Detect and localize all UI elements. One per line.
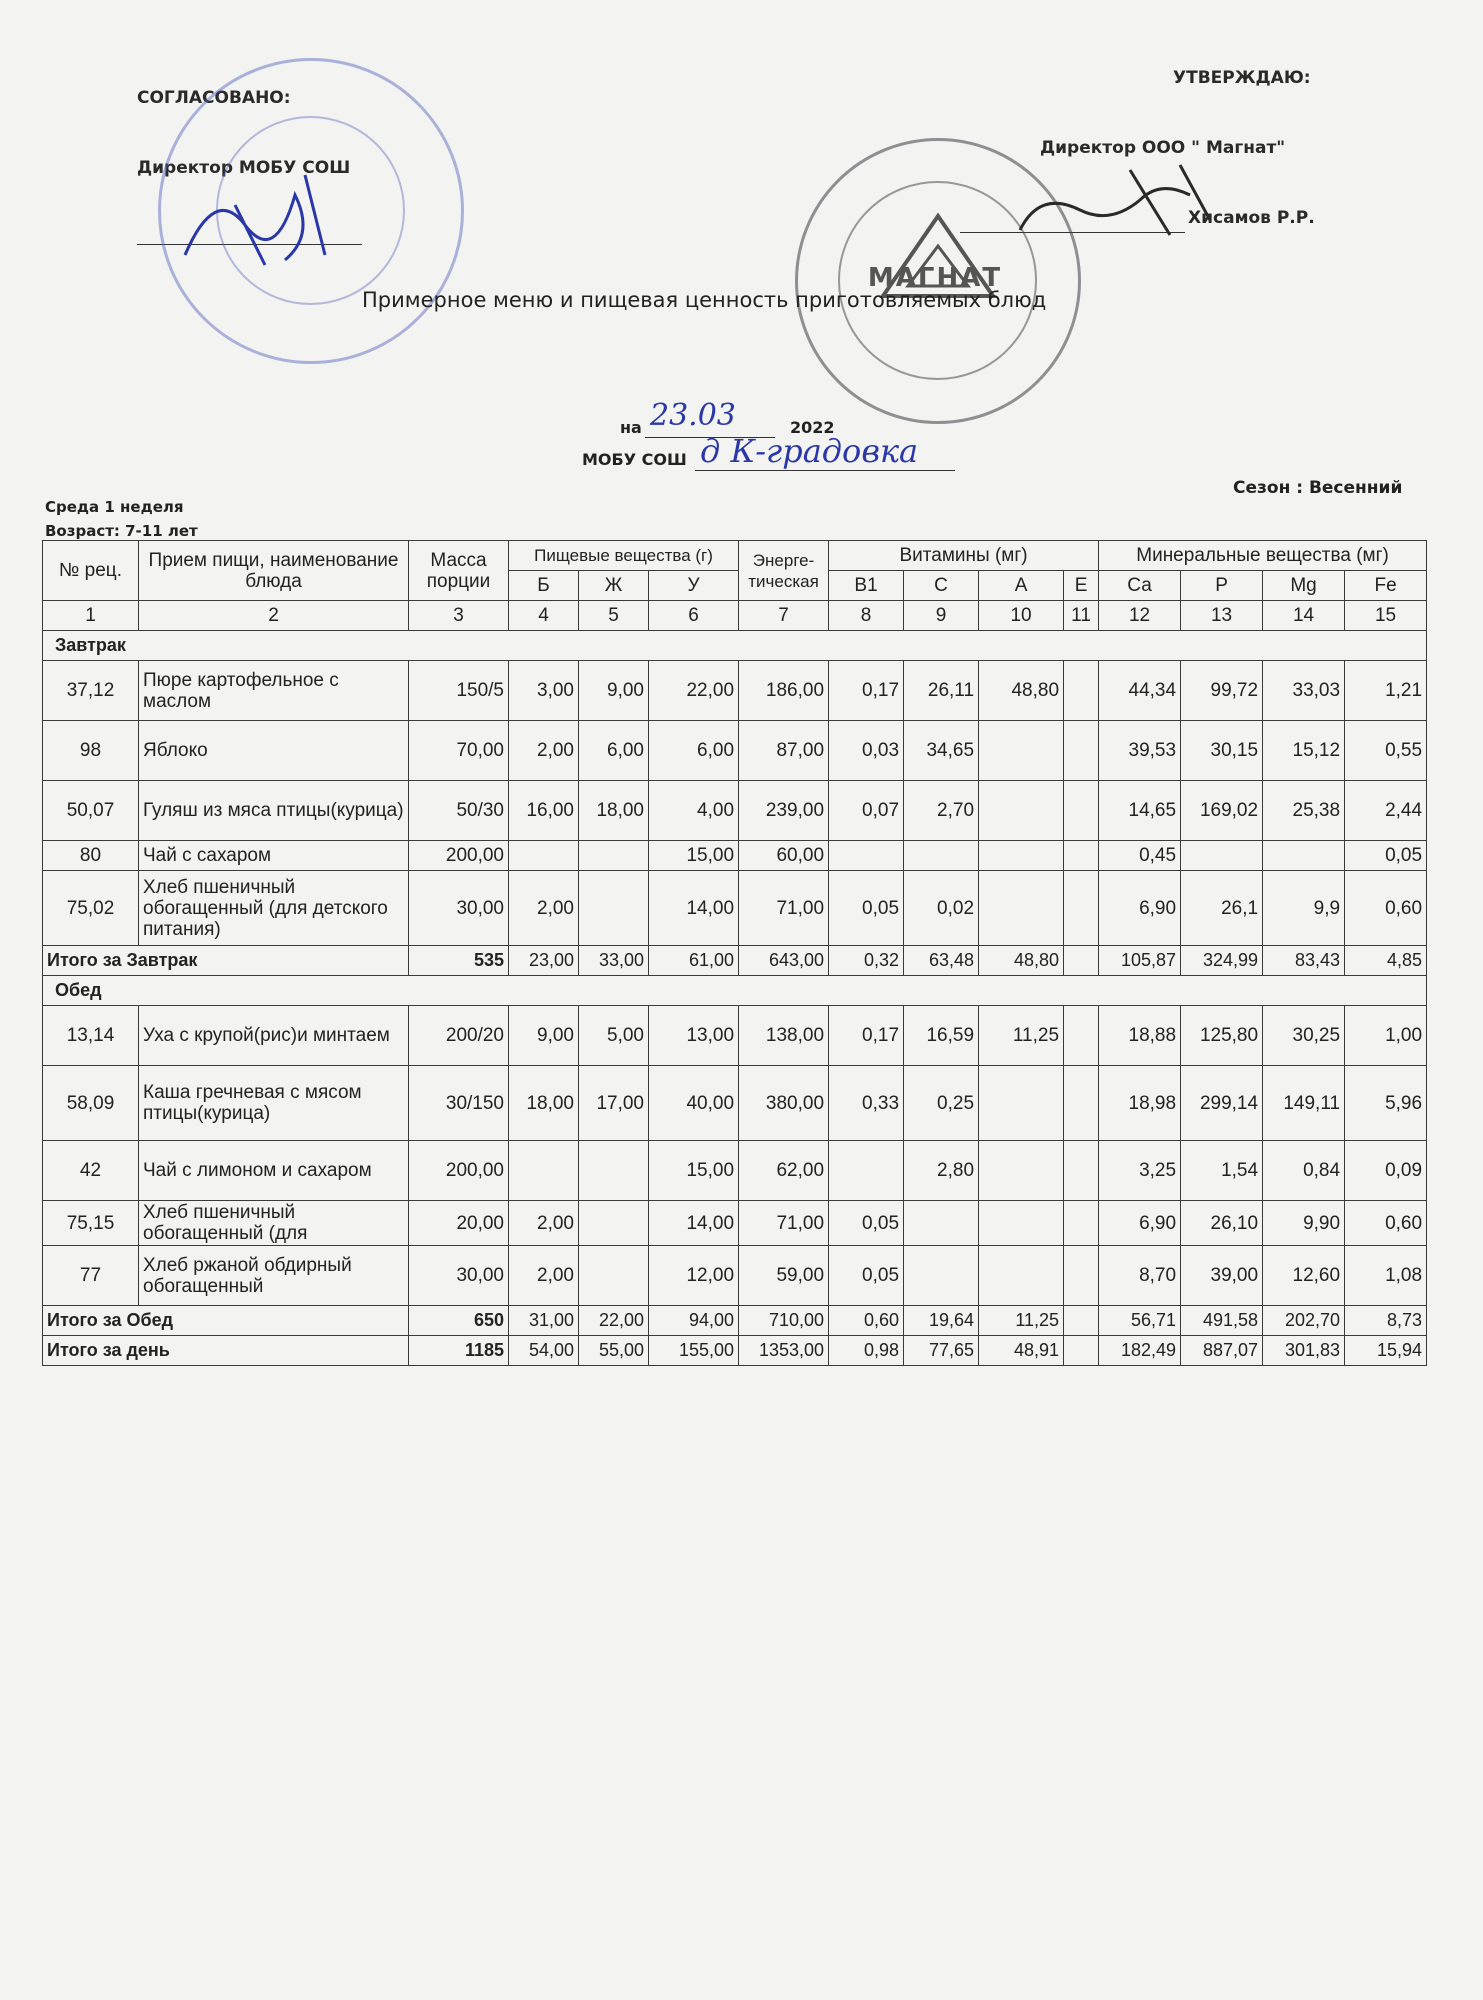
value-cell: 0,17 bbox=[829, 1006, 904, 1066]
value-cell: 1,00 bbox=[1345, 1006, 1427, 1066]
head-mg: Mg bbox=[1263, 571, 1345, 601]
head-meal: Прием пищи, наименование блюда bbox=[139, 541, 409, 601]
dish-row bbox=[43, 841, 1427, 871]
head-u: У bbox=[649, 571, 739, 601]
value-cell: 2,80 bbox=[904, 1141, 979, 1201]
total-cell: 535 bbox=[409, 946, 509, 976]
head-zh: Ж bbox=[579, 571, 649, 601]
value-cell: 4,00 bbox=[649, 781, 739, 841]
value-cell bbox=[1064, 781, 1099, 841]
dish-row bbox=[43, 1066, 1427, 1141]
col-number: 14 bbox=[1263, 601, 1345, 631]
value-cell: 30,25 bbox=[1263, 1006, 1345, 1066]
value-cell: 11,25 bbox=[979, 1006, 1064, 1066]
approved-role: Директор ООО " Магнат" bbox=[1040, 138, 1286, 158]
value-cell: 34,65 bbox=[904, 721, 979, 781]
head-minerals: Минеральные вещества (мг) bbox=[1099, 541, 1427, 571]
value-cell: 87,00 bbox=[739, 721, 829, 781]
value-cell: 0,05 bbox=[829, 1246, 904, 1306]
value-cell bbox=[579, 871, 649, 946]
value-cell: 39,00 bbox=[1181, 1246, 1263, 1306]
head-a: А bbox=[979, 571, 1064, 601]
magnat-stamp-text: МАГНАТ bbox=[867, 263, 1003, 293]
value-cell bbox=[1064, 1066, 1099, 1141]
col-number: 11 bbox=[1064, 601, 1099, 631]
total-label: Итого за Обед bbox=[43, 1306, 409, 1336]
value-cell: 15,12 bbox=[1263, 721, 1345, 781]
total-cell bbox=[1064, 1306, 1099, 1336]
head-no: № рец. bbox=[43, 541, 139, 601]
value-cell: 9,9 bbox=[1263, 871, 1345, 946]
dish-name-cell: Каша гречневая с мясом птицы(курица) bbox=[139, 1066, 409, 1141]
total-cell: 491,58 bbox=[1181, 1306, 1263, 1336]
value-cell: 30,15 bbox=[1181, 721, 1263, 781]
value-cell: 9,90 bbox=[1263, 1201, 1345, 1246]
value-cell bbox=[979, 721, 1064, 781]
value-cell bbox=[579, 1246, 649, 1306]
value-cell: 169,02 bbox=[1181, 781, 1263, 841]
header-row-1 bbox=[43, 541, 1427, 571]
recipe-no-cell: 98 bbox=[43, 721, 139, 781]
total-cell: 77,65 bbox=[904, 1336, 979, 1366]
head-nutrients: Пищевые вещества (г) bbox=[509, 541, 739, 571]
dish-name-cell: Пюре картофельное с маслом bbox=[139, 661, 409, 721]
approved-name: Хисамов Р.Р. bbox=[1188, 208, 1315, 228]
total-cell: 324,99 bbox=[1181, 946, 1263, 976]
value-cell bbox=[579, 841, 649, 871]
value-cell: 20,00 bbox=[409, 1201, 509, 1246]
total-cell bbox=[1064, 946, 1099, 976]
total-cell: 301,83 bbox=[1263, 1336, 1345, 1366]
value-cell: 0,25 bbox=[904, 1066, 979, 1141]
total-cell: 1185 bbox=[409, 1336, 509, 1366]
value-cell: 0,45 bbox=[1099, 841, 1181, 871]
head-vitamins: Витамины (мг) bbox=[829, 541, 1099, 571]
value-cell: 6,90 bbox=[1099, 871, 1181, 946]
total-label: Итого за Завтрак bbox=[43, 946, 409, 976]
value-cell: 71,00 bbox=[739, 871, 829, 946]
value-cell: 3,25 bbox=[1099, 1141, 1181, 1201]
section-breakfast bbox=[43, 631, 1427, 661]
head-c: С bbox=[904, 571, 979, 601]
school-handwritten: д К-градовка bbox=[700, 432, 919, 470]
agreed-role: Директор МОБУ СОШ bbox=[137, 158, 351, 178]
total-cell: 54,00 bbox=[509, 1336, 579, 1366]
dish-row bbox=[43, 871, 1427, 946]
value-cell: 30/150 bbox=[409, 1066, 509, 1141]
value-cell: 150/5 bbox=[409, 661, 509, 721]
section-label: Обед bbox=[43, 976, 1427, 1006]
director-signature bbox=[1010, 150, 1240, 250]
value-cell: 59,00 bbox=[739, 1246, 829, 1306]
value-cell bbox=[509, 1141, 579, 1201]
value-cell bbox=[1064, 1006, 1099, 1066]
total-cell: 0,60 bbox=[829, 1306, 904, 1336]
value-cell: 14,00 bbox=[649, 1201, 739, 1246]
dish-row bbox=[43, 1246, 1427, 1306]
value-cell: 12,60 bbox=[1263, 1246, 1345, 1306]
recipe-no-cell: 77 bbox=[43, 1246, 139, 1306]
value-cell: 6,90 bbox=[1099, 1201, 1181, 1246]
total-cell: 15,94 bbox=[1345, 1336, 1427, 1366]
value-cell: 8,70 bbox=[1099, 1246, 1181, 1306]
value-cell: 16,00 bbox=[509, 781, 579, 841]
breakfast-rows bbox=[43, 661, 1427, 946]
value-cell: 25,38 bbox=[1263, 781, 1345, 841]
day-label: Среда 1 неделя bbox=[45, 498, 184, 516]
total-cell: 33,00 bbox=[579, 946, 649, 976]
document-title: Примерное меню и пищевая ценность приготовляемых блюд bbox=[362, 288, 1047, 312]
dish-row bbox=[43, 1201, 1427, 1246]
value-cell: 15,00 bbox=[649, 841, 739, 871]
value-cell: 0,55 bbox=[1345, 721, 1427, 781]
value-cell bbox=[979, 1141, 1064, 1201]
value-cell bbox=[829, 1141, 904, 1201]
value-cell: 33,03 bbox=[1263, 661, 1345, 721]
total-cell: 643,00 bbox=[739, 946, 829, 976]
total-cell: 887,07 bbox=[1181, 1336, 1263, 1366]
total-cell: 0,32 bbox=[829, 946, 904, 976]
value-cell bbox=[979, 1066, 1064, 1141]
recipe-no-cell: 75,15 bbox=[43, 1201, 139, 1246]
head-e: Е bbox=[1064, 571, 1099, 601]
dish-name-cell: Чай с сахаром bbox=[139, 841, 409, 871]
value-cell: 0,05 bbox=[1345, 841, 1427, 871]
value-cell bbox=[1064, 871, 1099, 946]
value-cell bbox=[509, 841, 579, 871]
lunch-total-row bbox=[43, 1306, 1427, 1336]
value-cell: 2,00 bbox=[509, 871, 579, 946]
value-cell: 2,00 bbox=[509, 721, 579, 781]
value-cell: 18,00 bbox=[579, 781, 649, 841]
value-cell: 70,00 bbox=[409, 721, 509, 781]
section-label: Завтрак bbox=[43, 631, 1427, 661]
value-cell: 13,00 bbox=[649, 1006, 739, 1066]
total-cell: 63,48 bbox=[904, 946, 979, 976]
total-label: Итого за день bbox=[43, 1336, 409, 1366]
value-cell bbox=[904, 1246, 979, 1306]
dish-row bbox=[43, 1006, 1427, 1066]
value-cell: 18,88 bbox=[1099, 1006, 1181, 1066]
value-cell: 50/30 bbox=[409, 781, 509, 841]
total-cell: 8,73 bbox=[1345, 1306, 1427, 1336]
total-cell: 22,00 bbox=[579, 1306, 649, 1336]
value-cell bbox=[1064, 841, 1099, 871]
total-cell: 48,80 bbox=[979, 946, 1064, 976]
total-cell: 202,70 bbox=[1263, 1306, 1345, 1336]
head-ca: Са bbox=[1099, 571, 1181, 601]
value-cell: 5,96 bbox=[1345, 1066, 1427, 1141]
value-cell: 26,10 bbox=[1181, 1201, 1263, 1246]
dish-row bbox=[43, 721, 1427, 781]
total-cell: 61,00 bbox=[649, 946, 739, 976]
value-cell: 0,05 bbox=[829, 1201, 904, 1246]
total-cell: 155,00 bbox=[649, 1336, 739, 1366]
value-cell: 1,08 bbox=[1345, 1246, 1427, 1306]
value-cell bbox=[979, 841, 1064, 871]
value-cell: 186,00 bbox=[739, 661, 829, 721]
dish-name-cell: Хлеб ржаной обдирный обогащенный bbox=[139, 1246, 409, 1306]
col-number: 12 bbox=[1099, 601, 1181, 631]
total-cell: 4,85 bbox=[1345, 946, 1427, 976]
value-cell: 17,00 bbox=[579, 1066, 649, 1141]
value-cell: 200/20 bbox=[409, 1006, 509, 1066]
value-cell: 14,65 bbox=[1099, 781, 1181, 841]
value-cell: 2,00 bbox=[509, 1246, 579, 1306]
value-cell: 200,00 bbox=[409, 841, 509, 871]
dish-row bbox=[43, 781, 1427, 841]
value-cell: 30,00 bbox=[409, 1246, 509, 1306]
col-number: 2 bbox=[139, 601, 409, 631]
agreed-title: СОГЛАСОВАНО: bbox=[137, 88, 291, 108]
head-mass: Масса порции bbox=[409, 541, 509, 601]
total-cell: 650 bbox=[409, 1306, 509, 1336]
value-cell bbox=[979, 1201, 1064, 1246]
col-number: 15 bbox=[1345, 601, 1427, 631]
value-cell: 2,00 bbox=[509, 1201, 579, 1246]
approved-title: УТВЕРЖДАЮ: bbox=[1173, 68, 1311, 88]
value-cell: 18,00 bbox=[509, 1066, 579, 1141]
date-prefix: на bbox=[620, 418, 642, 437]
value-cell: 380,00 bbox=[739, 1066, 829, 1141]
recipe-no-cell: 75,02 bbox=[43, 871, 139, 946]
recipe-no-cell: 37,12 bbox=[43, 661, 139, 721]
value-cell: 5,00 bbox=[579, 1006, 649, 1066]
value-cell: 62,00 bbox=[739, 1141, 829, 1201]
value-cell: 239,00 bbox=[739, 781, 829, 841]
total-cell: 56,71 bbox=[1099, 1306, 1181, 1336]
school-signature bbox=[175, 165, 375, 275]
value-cell: 15,00 bbox=[649, 1141, 739, 1201]
col-number: 10 bbox=[979, 601, 1064, 631]
value-cell: 0,03 bbox=[829, 721, 904, 781]
value-cell bbox=[1064, 1141, 1099, 1201]
day-total-row bbox=[43, 1336, 1427, 1366]
school-underline bbox=[695, 470, 955, 471]
dish-name-cell: Яблоко bbox=[139, 721, 409, 781]
value-cell bbox=[829, 841, 904, 871]
value-cell bbox=[979, 871, 1064, 946]
value-cell: 2,70 bbox=[904, 781, 979, 841]
dish-name-cell: Хлеб пшеничный обогащенный (для bbox=[139, 1201, 409, 1246]
col-number: 9 bbox=[904, 601, 979, 631]
head-b1: В1 bbox=[829, 571, 904, 601]
season-label: Сезон : Весенний bbox=[1233, 478, 1403, 498]
recipe-no-cell: 80 bbox=[43, 841, 139, 871]
year: 2022 bbox=[790, 418, 835, 437]
value-cell: 16,59 bbox=[904, 1006, 979, 1066]
value-cell: 0,02 bbox=[904, 871, 979, 946]
value-cell bbox=[979, 1246, 1064, 1306]
total-cell: 31,00 bbox=[509, 1306, 579, 1336]
dish-name-cell: Уха с крупой(рис)и минтаем bbox=[139, 1006, 409, 1066]
section-lunch bbox=[43, 976, 1427, 1006]
value-cell: 9,00 bbox=[579, 661, 649, 721]
value-cell: 0,33 bbox=[829, 1066, 904, 1141]
recipe-no-cell: 58,09 bbox=[43, 1066, 139, 1141]
value-cell: 125,80 bbox=[1181, 1006, 1263, 1066]
value-cell bbox=[1181, 841, 1263, 871]
value-cell bbox=[1064, 661, 1099, 721]
value-cell: 0,84 bbox=[1263, 1141, 1345, 1201]
value-cell: 9,00 bbox=[509, 1006, 579, 1066]
value-cell: 0,05 bbox=[829, 871, 904, 946]
head-fe: Fe bbox=[1345, 571, 1427, 601]
dish-name-cell: Хлеб пшеничный обогащенный (для детского питания) bbox=[139, 871, 409, 946]
value-cell: 299,14 bbox=[1181, 1066, 1263, 1141]
value-cell: 26,1 bbox=[1181, 871, 1263, 946]
value-cell: 0,60 bbox=[1345, 1201, 1427, 1246]
total-cell: 23,00 bbox=[509, 946, 579, 976]
value-cell: 40,00 bbox=[649, 1066, 739, 1141]
col-number: 13 bbox=[1181, 601, 1263, 631]
value-cell: 39,53 bbox=[1099, 721, 1181, 781]
column-number-row bbox=[43, 601, 1427, 631]
col-number: 3 bbox=[409, 601, 509, 631]
total-cell: 182,49 bbox=[1099, 1336, 1181, 1366]
value-cell: 22,00 bbox=[649, 661, 739, 721]
head-energy: Энерге-тическая bbox=[739, 541, 829, 601]
value-cell bbox=[979, 781, 1064, 841]
value-cell: 48,80 bbox=[979, 661, 1064, 721]
value-cell bbox=[579, 1141, 649, 1201]
dish-row bbox=[43, 1141, 1427, 1201]
recipe-no-cell: 50,07 bbox=[43, 781, 139, 841]
recipe-no-cell: 13,14 bbox=[43, 1006, 139, 1066]
dish-name-cell: Чай с лимоном и сахаром bbox=[139, 1141, 409, 1201]
total-cell: 710,00 bbox=[739, 1306, 829, 1336]
value-cell: 60,00 bbox=[739, 841, 829, 871]
value-cell: 99,72 bbox=[1181, 661, 1263, 721]
value-cell: 138,00 bbox=[739, 1006, 829, 1066]
col-number: 5 bbox=[579, 601, 649, 631]
value-cell: 71,00 bbox=[739, 1201, 829, 1246]
dish-row bbox=[43, 661, 1427, 721]
value-cell bbox=[1263, 841, 1345, 871]
value-cell: 0,07 bbox=[829, 781, 904, 841]
recipe-no-cell: 42 bbox=[43, 1141, 139, 1201]
value-cell bbox=[904, 841, 979, 871]
value-cell: 26,11 bbox=[904, 661, 979, 721]
value-cell: 1,54 bbox=[1181, 1141, 1263, 1201]
head-p: Р bbox=[1181, 571, 1263, 601]
head-b: Б bbox=[509, 571, 579, 601]
total-cell: 83,43 bbox=[1263, 946, 1345, 976]
col-number: 6 bbox=[649, 601, 739, 631]
value-cell: 6,00 bbox=[579, 721, 649, 781]
total-cell: 48,91 bbox=[979, 1336, 1064, 1366]
value-cell: 6,00 bbox=[649, 721, 739, 781]
value-cell: 14,00 bbox=[649, 871, 739, 946]
total-cell: 1353,00 bbox=[739, 1336, 829, 1366]
value-cell: 2,44 bbox=[1345, 781, 1427, 841]
col-number: 4 bbox=[509, 601, 579, 631]
value-cell bbox=[579, 1201, 649, 1246]
menu-table bbox=[42, 540, 1427, 1366]
value-cell bbox=[1064, 1246, 1099, 1306]
value-cell: 149,11 bbox=[1263, 1066, 1345, 1141]
value-cell: 3,00 bbox=[509, 661, 579, 721]
date-handwritten: 23.03 bbox=[650, 398, 736, 433]
value-cell: 30,00 bbox=[409, 871, 509, 946]
breakfast-total-row bbox=[43, 946, 1427, 976]
col-number: 1 bbox=[43, 601, 139, 631]
total-cell: 55,00 bbox=[579, 1336, 649, 1366]
col-number: 7 bbox=[739, 601, 829, 631]
value-cell: 200,00 bbox=[409, 1141, 509, 1201]
value-cell bbox=[1064, 1201, 1099, 1246]
value-cell: 1,21 bbox=[1345, 661, 1427, 721]
value-cell bbox=[904, 1201, 979, 1246]
total-cell: 0,98 bbox=[829, 1336, 904, 1366]
value-cell: 44,34 bbox=[1099, 661, 1181, 721]
lunch-rows bbox=[43, 1006, 1427, 1306]
value-cell: 18,98 bbox=[1099, 1066, 1181, 1141]
total-cell: 105,87 bbox=[1099, 946, 1181, 976]
value-cell: 0,17 bbox=[829, 661, 904, 721]
school-prefix: МОБУ СОШ bbox=[582, 450, 687, 469]
total-cell: 19,64 bbox=[904, 1306, 979, 1336]
total-cell: 94,00 bbox=[649, 1306, 739, 1336]
total-cell: 11,25 bbox=[979, 1306, 1064, 1336]
dish-name-cell: Гуляш из мяса птицы(курица) bbox=[139, 781, 409, 841]
value-cell: 0,09 bbox=[1345, 1141, 1427, 1201]
value-cell: 0,60 bbox=[1345, 871, 1427, 946]
value-cell bbox=[1064, 721, 1099, 781]
value-cell: 12,00 bbox=[649, 1246, 739, 1306]
age-label: Возраст: 7-11 лет bbox=[45, 522, 198, 540]
col-number: 8 bbox=[829, 601, 904, 631]
total-cell bbox=[1064, 1336, 1099, 1366]
